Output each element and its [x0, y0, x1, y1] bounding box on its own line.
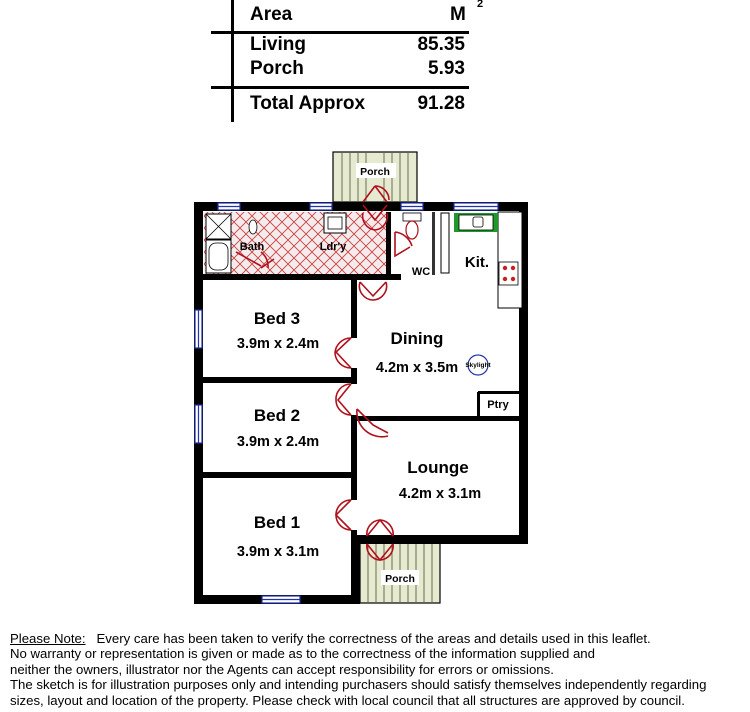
- porch-bottom: [360, 543, 440, 603]
- bath-label: Bath: [239, 241, 265, 253]
- disclaimer-line-2: No warranty or representation is given or made as to the correctness of the information supplied and: [10, 646, 595, 662]
- area-table: [0, 0, 750, 125]
- disclaimer-text-1: Every care has been taken to verify the correctness of the areas and details used in this leaflet.: [96, 631, 651, 646]
- area-total-value: 91.28: [417, 93, 465, 114]
- laundry-tub: [324, 213, 346, 233]
- disclaimer-line-4: The sketch is for illustration purposes only and intending purchasers should satisfy themselves independently regarding: [10, 677, 707, 693]
- porch-top-label: Porch: [360, 166, 390, 178]
- dining-name: Dining: [390, 329, 444, 348]
- floor-plan: [0, 140, 750, 615]
- area-row-porch-value: 5.93: [428, 58, 465, 79]
- disclaimer-line-1: [10, 631, 740, 646]
- pantry-label: Ptry: [487, 399, 509, 411]
- area-header-label: Area: [250, 4, 293, 25]
- bed3-name: Bed 3: [253, 309, 301, 328]
- disclaimer-line-5: sizes, layout and location of the property. Please check with local council that all structures are approved by council.: [10, 692, 685, 708]
- bed2-name: Bed 2: [253, 406, 301, 425]
- skylight-icon: [465, 355, 491, 375]
- bed1-size: 3.9m x 3.1m: [236, 544, 320, 560]
- skylight-label: Skylight: [465, 362, 491, 369]
- area-header-unit: M: [450, 4, 466, 25]
- bed3-size: 3.9m x 2.4m: [236, 336, 320, 352]
- disclaimer-line-3: neither the owners, illustrator nor the Agents can accept responsibility for errors or omissions.: [10, 661, 554, 677]
- area-table-divider-vertical: [231, 0, 234, 122]
- porch-top: [333, 152, 417, 202]
- area-row-porch-label: Porch: [250, 58, 304, 79]
- wc-label: WC: [411, 266, 431, 278]
- laundry-label: Ldr'y: [319, 241, 347, 253]
- porch-bottom-label: Porch: [385, 573, 415, 585]
- area-header-unit-sup: 2: [477, 0, 484, 10]
- bed2-size: 3.9m x 2.4m: [236, 434, 320, 450]
- disclaimer-heading: Please Note:: [10, 631, 86, 646]
- kitchen-label: Kit.: [464, 254, 490, 271]
- lounge-size: 4.2m x 3.1m: [398, 486, 482, 502]
- dining-size: 4.2m x 3.5m: [375, 360, 459, 376]
- disclaimer: [10, 631, 740, 708]
- area-row-living-value: 85.35: [417, 34, 465, 55]
- lounge-name: Lounge: [407, 458, 469, 477]
- wc-toilet: [403, 213, 421, 239]
- area-table-divider-total: [211, 86, 469, 89]
- area-total-label: Total Approx: [250, 93, 366, 114]
- bed1-name: Bed 1: [253, 513, 301, 532]
- area-row-living-label: Living: [250, 34, 306, 55]
